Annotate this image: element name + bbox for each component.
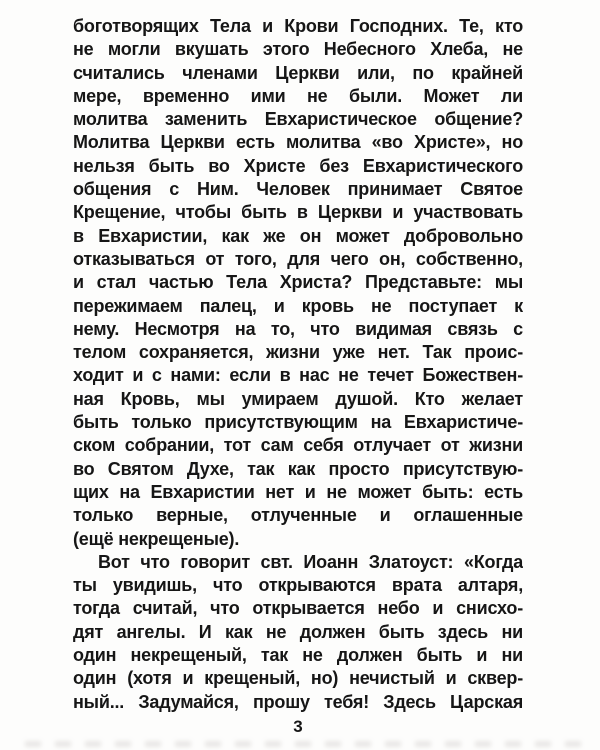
text-line: (ещё некрещеные).	[73, 528, 240, 549]
text-line: тогда считай, что открывается небо и снисхо-	[73, 598, 523, 619]
text-line: быть только присутствующим на Евхаристиче-	[73, 412, 523, 433]
text-line: телом сохраняется, жизни уже нет. Так проис-	[73, 342, 523, 363]
text-line: не могли вкушать этого Небесного Хлеба, не	[73, 39, 523, 60]
text-line: пережимаем палец, и кровь не поступает к	[73, 295, 523, 316]
text-line: Вот что говорит свт. Иоанн Златоуст: «Когда	[98, 551, 523, 572]
text-line: ты увидишь, что открываются врата алтаря,	[73, 575, 523, 596]
text-line: Молитва Церкви есть молитва «во Христе», но	[73, 132, 523, 153]
text-line: в Евхаристии, как же он может добровольно	[73, 225, 523, 246]
text-line: считались членами Церкви или, по крайней	[73, 62, 523, 83]
text-line: ная Кровь, мы умираем душой. Кто желает	[73, 388, 523, 409]
text-line: один некрещеный, так не должен быть и ни	[73, 645, 523, 666]
text-line: Крещение, чтобы быть в Церкви и участвовать	[73, 202, 523, 223]
scan-edge-artifact	[25, 741, 592, 747]
text-line: молитва заменить Евхаристическое общение?	[73, 109, 523, 130]
text-line: во Святом Духе, так как просто присутствую-	[73, 458, 523, 479]
text-line: щих на Евхаристии нет и не может быть: есть	[73, 481, 523, 502]
page-number: 3	[293, 716, 303, 736]
body-text	[73, 15, 523, 714]
text-line: и стал частью Тела Христа? Представьте: мы	[73, 272, 523, 293]
text-line: один (хотя и крещеный, но) нечистый и сквер-	[73, 668, 523, 689]
text-line: мере, временно ими не были. Может ли	[73, 85, 523, 106]
text-line: боготворящих Тела и Крови Господних. Те, кто	[73, 16, 523, 36]
text-line: нельзя быть во Христе без Евхаристического	[73, 155, 523, 176]
text-line: отказываться от того, для чего он, собственно,	[73, 248, 523, 269]
text-line: нему. Несмотря на то, что видимая связь с	[73, 318, 523, 339]
text-line: только верные, отлученные и оглашенные	[73, 505, 523, 526]
text-line: ском собрании, тот сам себя отлучает от жизни	[73, 435, 523, 456]
text-line: ходит и с нами: если в нас не течет Божествен-	[73, 365, 523, 386]
text-line: дят ангелы. И как не должен быть здесь ни	[73, 621, 523, 642]
text-line: общения с Ним. Человек принимает Святое	[73, 179, 523, 200]
text-line: ный... Задумайся, прошу тебя! Здесь Царская	[73, 691, 523, 712]
